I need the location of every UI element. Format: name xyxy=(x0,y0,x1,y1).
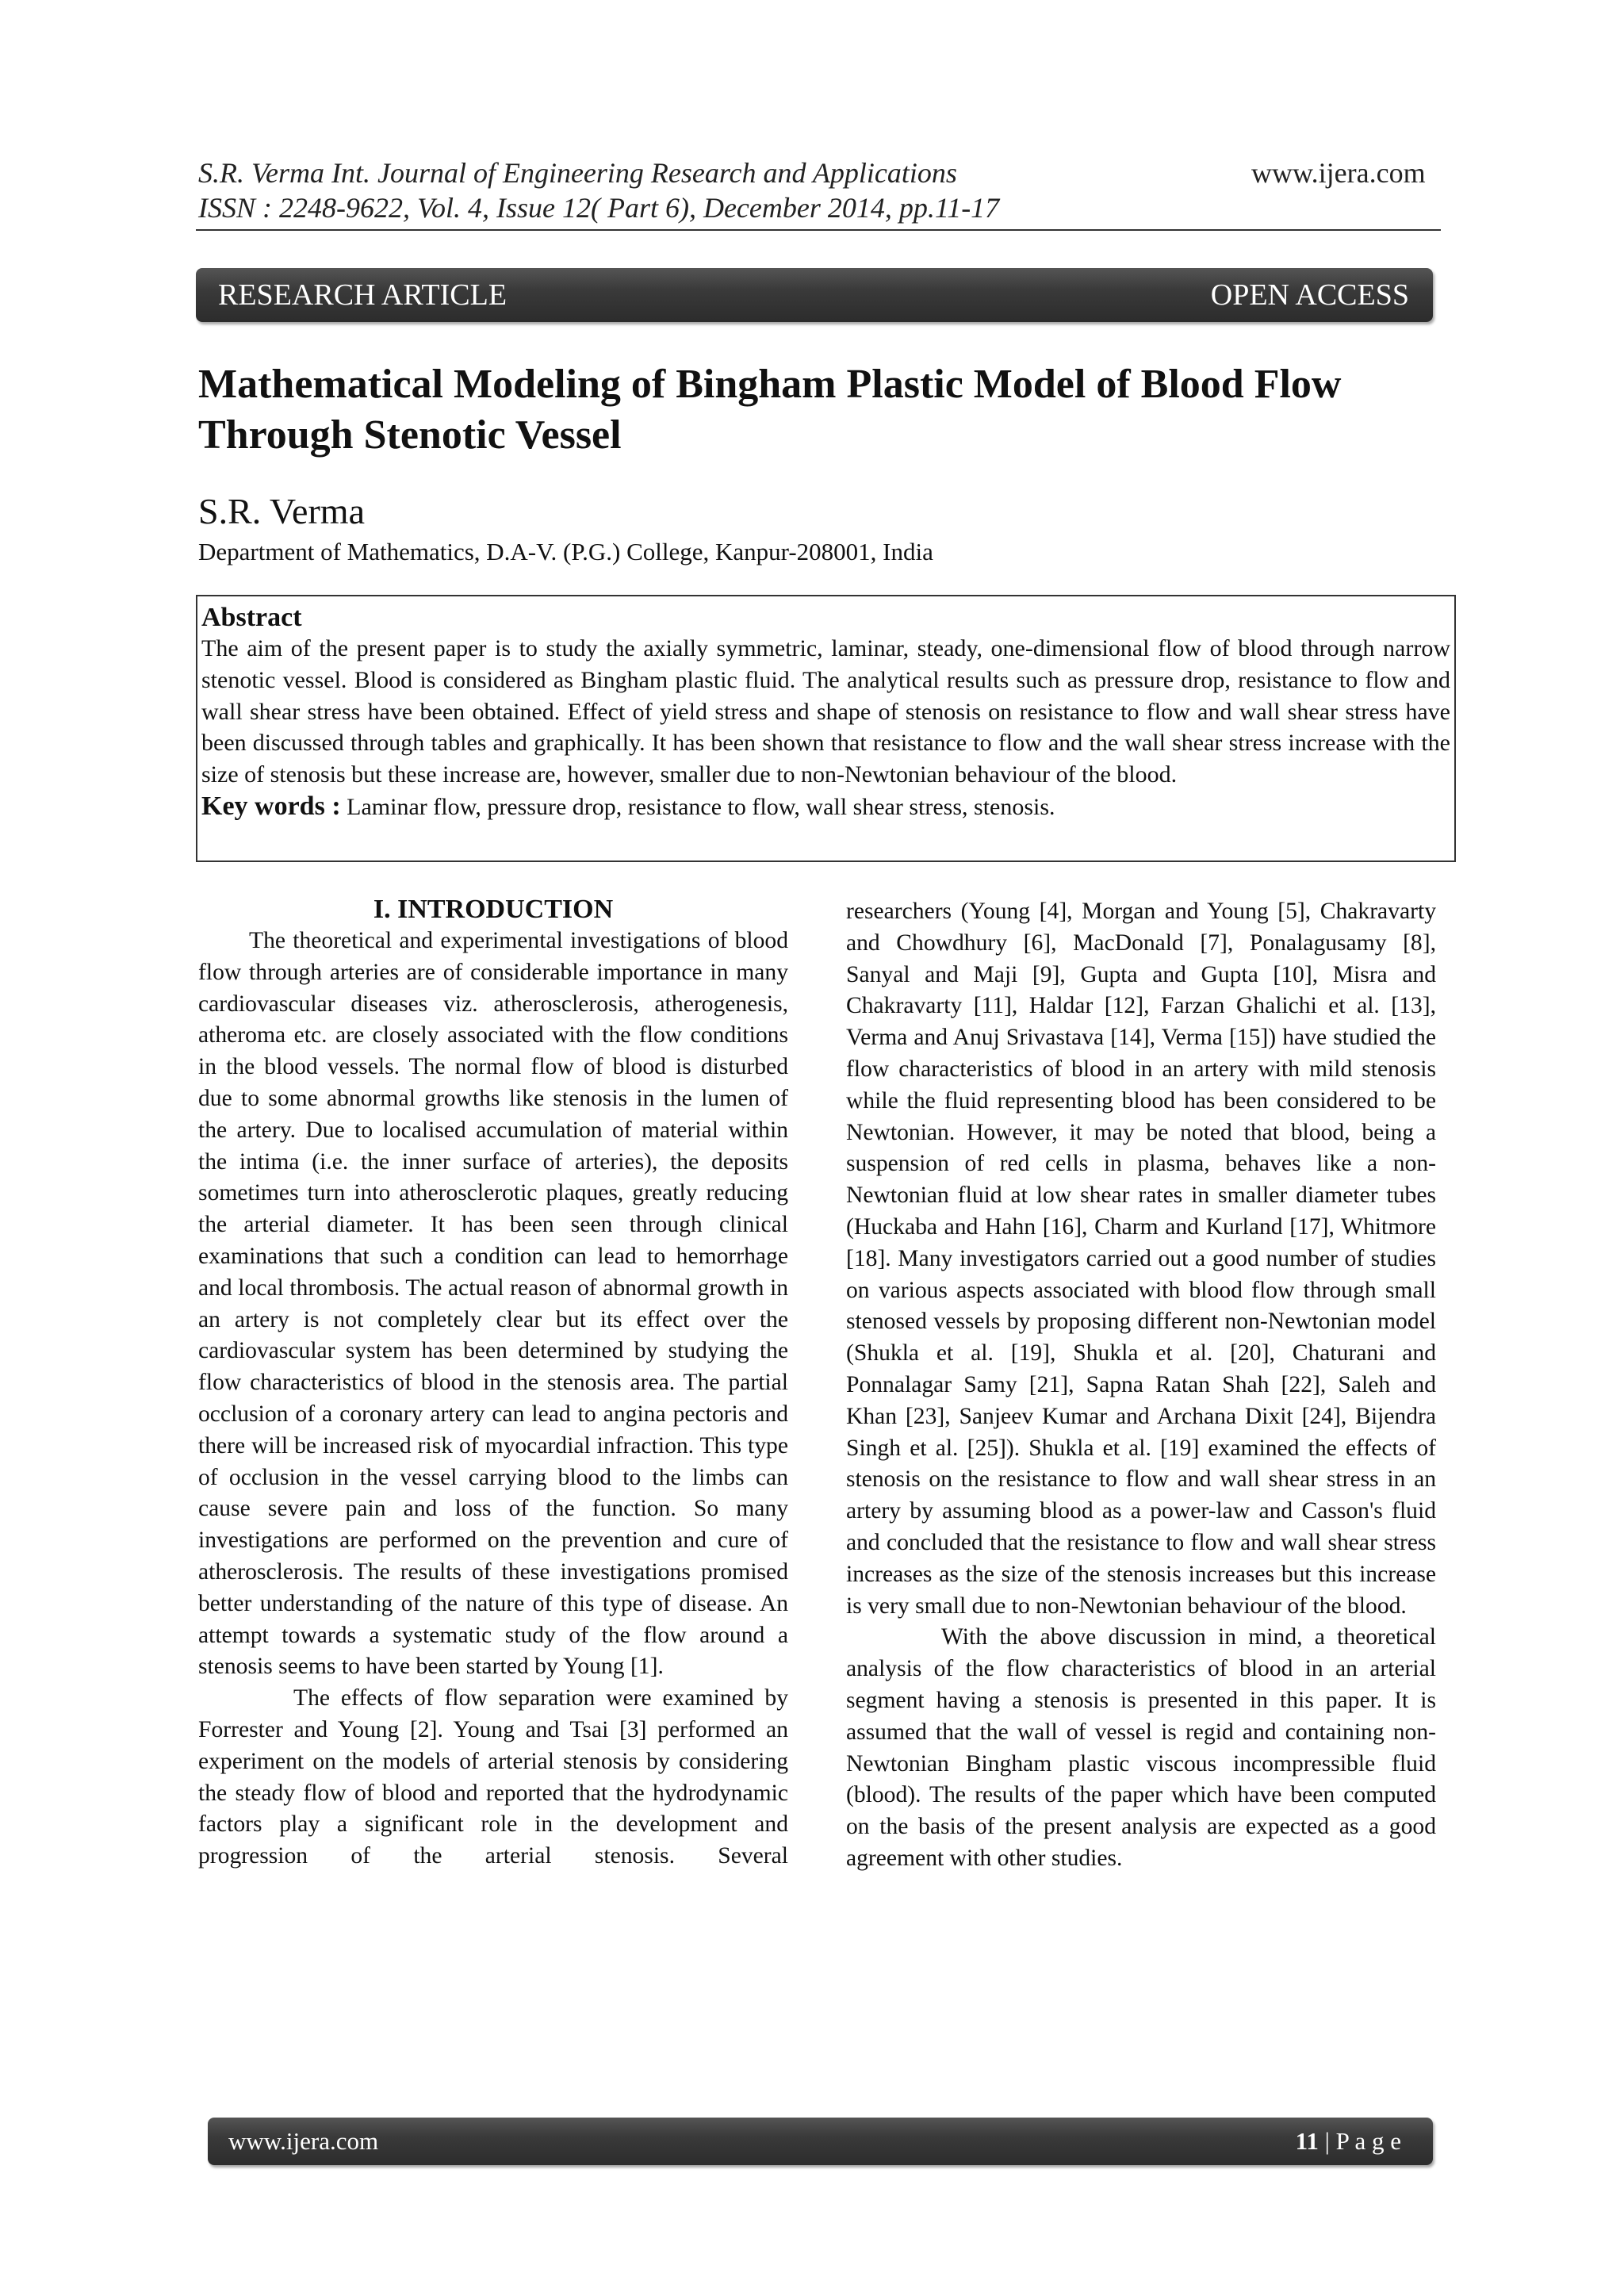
body-column-left xyxy=(198,894,788,1872)
page-label: | P a g e xyxy=(1318,2127,1401,2155)
intro-paragraph-3: With the above discussion in mind, a theoretical analysis of the flow characteristics of blood in an arterial segment having a stenosis is presented in this paper. It is assumed that the wall of vessel is regid and containing non-Newtonian Bingham plastic viscous incompressible fluid (blood). The results of the paper which have been computed on the basis of the present analysis are expected as a good agreement with other studies. xyxy=(846,1624,1436,1871)
body-column-right xyxy=(846,896,1436,1875)
header-rule xyxy=(196,229,1441,231)
intro-paragraph-1: The theoretical and experimental investigations of blood flow through arteries are of considerable importance in many cardiovascular diseases viz. atherosclerosis, atherogenesis, atheroma etc. are closely associated with the flow conditions in the blood vessels. The normal flow of blood is disturbed due to some abnormal growths like stenosis in the lumen of the artery. Due to localised accumulation of material within the intima (i.e. the inner surface of arteries), the deposits sometimes turn into atherosclerotic plaques, greatly reducing the arterial diameter. It has been seen through clinical examinations that such a condition can lead to hemorrhage and local thrombosis. The actual reason of abnormal growth in an artery is not completely clear but its effect over the cardiovascular system has been determined by studying the flow characteristics of blood in the stenosis area. The partial occlusion of a coronary artery can lead to angina pectoris and there will be increased risk of myocardial infraction. This type of occlusion in the vessel carrying blood to the limbs can cause severe pain and loss of the function. So many investigations are performed on the prevention and cure of atherosclerosis. The results of these investigations promised better understanding of the nature of this type of disease. An attempt towards a systematic study of the flow around a stenosis seems to have been started by Young [1]. xyxy=(198,928,788,1680)
section-heading-introduction: I. INTRODUCTION xyxy=(373,895,614,924)
title-line-2: Through Stenotic Vessel xyxy=(198,412,622,458)
footer-page xyxy=(1296,2127,1401,2156)
issn-line: ISSN : 2248-9622, Vol. 4, Issue 12( Part 6), December 2014, pp.11-17 xyxy=(198,192,1000,224)
intro-paragraph-2-continued: researchers (Young [4], Morgan and Young [5], Chakravarty and Chowdhury [6], MacDonald [7], Ponalagusamy [8], Sanyal and Maji [9], Gupta and Gupta [10], Misra and Chakravarty [11], Haldar [12], Farzan Ghalichi et al. [13], Verma and Anuj Srivastava [14], Verma [15]) have studied the flow characteristics of blood in an artery with mild stenosis while the fluid representing blood has been considered to be Newtonian. However, it may be noted that blood, being a suspension of red cells in plasma, behaves like a non-Newtonian fluid at low shear rates in smaller diameter tubes (Huckaba and Hahn [16], Charm and Kurland [17], Whitmore [18]. Many investigators carried out a good number of studies on various aspects associated with blood flow through small stenosed vessels by proposing different non-Newtonian model (Shukla et al. [19], Shukla et al. [20], Chaturani and Ponnalagar Samy [21], Sapna Ratan Shah [22], Saleh and Khan [23], Sanjeev Kumar and Archana Dixit [24], Bijendra Singh et al. [25]). Shukla et al. [19] examined the effects of stenosis on the resistance to flow and wall shear stress in an artery by assuming blood as a power-law and Casson's fluid and concluded that the resistance to flow and wall shear stress increases as the size of the stenosis increases but this increase is very small due to non-Newtonian behaviour of the blood. xyxy=(846,899,1436,1619)
keywords-list: Laminar flow, pressure drop, resistance to flow, wall shear stress, stenosis. xyxy=(347,793,1055,820)
title-line-1: Mathematical Modeling of Bingham Plastic Model of Blood Flow xyxy=(198,362,1342,407)
banner-research-article: RESEARCH ARTICLE xyxy=(218,278,508,312)
page-number: 11 xyxy=(1295,2127,1319,2155)
abstract-heading: Abstract xyxy=(201,603,302,632)
header-website[interactable]: www.ijera.com xyxy=(1251,157,1426,189)
abstract-box xyxy=(196,595,1456,862)
author-affiliation: Department of Mathematics, D.A-V. (P.G.) College, Kanpur-208001, India xyxy=(198,538,933,565)
journal-line: S.R. Verma Int. Journal of Engineering Research and Applications xyxy=(198,157,957,189)
footer-website[interactable]: www.ijera.com xyxy=(228,2127,379,2155)
abstract-text: The aim of the present paper is to study the axially symmetric, laminar, steady, one-dimensional flow of blood through narrow stenotic vessel. Blood is considered as Bingham plastic fluid. The analytical results such as pressure drop, resistance to flow and wall shear stress have been obtained. Effect of yield stress and shape of stenosis on resistance to flow and wall shear stress have been discussed through tables and graphically. It has been shown that resistance to flow and the wall shear stress increase with the size of stenosis but these increase are, however, smaller due to non-Newtonian behaviour of the blood. xyxy=(201,635,1450,788)
banner-open-access: OPEN ACCESS xyxy=(1210,278,1409,312)
intro-paragraph-2: The effects of flow separation were examined by Forrester and Young [2]. Young and Tsai [3] performed an experiment on the models of arterial stenosis by considering the steady flow of blood and reported that the hydrodynamic factors play a significant role in the development and progression of the arterial stenosis. Several xyxy=(198,1685,788,1869)
keywords xyxy=(201,791,1450,823)
article-type-banner xyxy=(196,268,1433,322)
paper-title xyxy=(198,359,1467,461)
author-name: S.R. Verma xyxy=(198,491,365,531)
page-footer xyxy=(208,2118,1433,2165)
keywords-label: Key words : xyxy=(201,791,341,821)
